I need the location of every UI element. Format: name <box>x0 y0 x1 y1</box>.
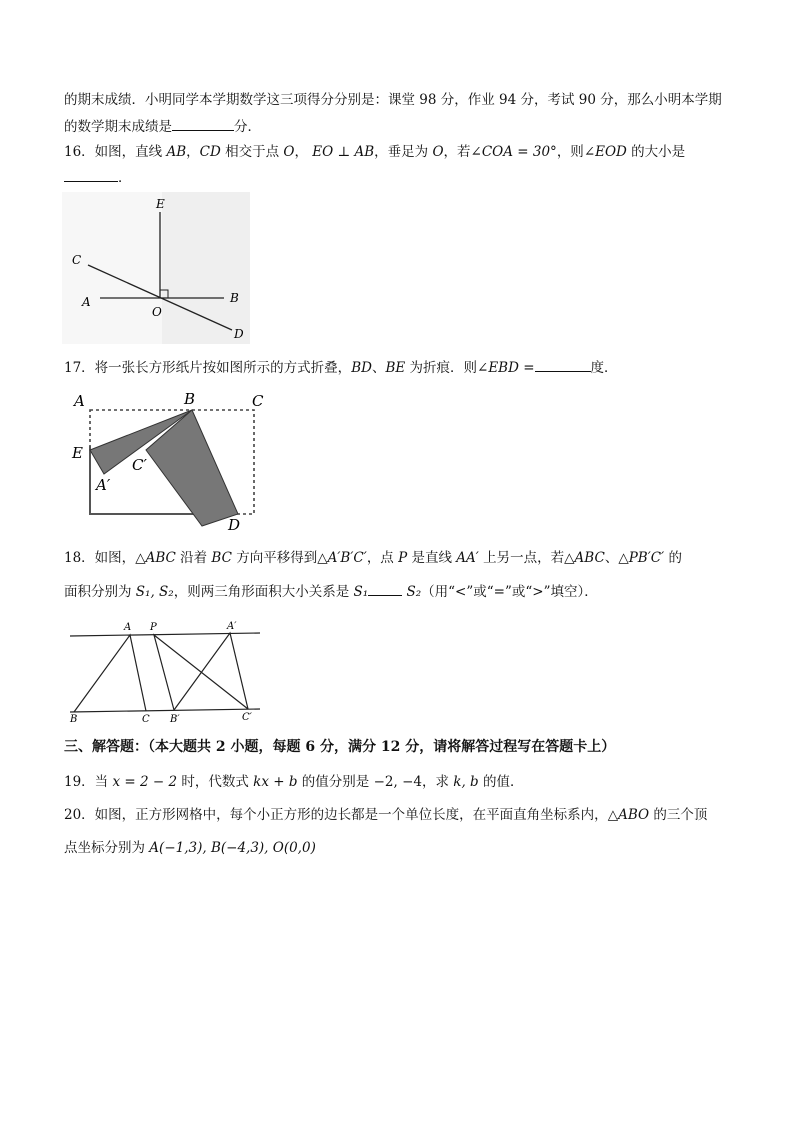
q18-line2 <box>64 582 598 601</box>
q18-point-p: P <box>398 550 408 566</box>
q17-bd: BD <box>351 360 372 376</box>
label-c-prime: C′ <box>132 456 147 474</box>
label-o: O <box>152 305 162 319</box>
q18-text-l2a: ，则两三角形面积大小关系是 <box>173 584 354 600</box>
q16-text-post: 的大小是 <box>626 144 686 160</box>
q16-cd: CD <box>199 144 221 160</box>
triangle-abc <box>74 635 146 712</box>
triangle-a-prime-b-prime-c-prime <box>174 633 248 710</box>
q15-line2-end: 分． <box>234 119 261 135</box>
q16-comma2: ， <box>294 144 308 160</box>
q19-expression: kx + b <box>253 774 298 790</box>
label-p: P <box>150 622 157 633</box>
q18-tri-abc-2: △ABC <box>564 550 605 566</box>
q18-text-f: 、 <box>604 550 619 566</box>
label-b-prime: B′ <box>170 714 180 725</box>
label-a: A <box>74 392 85 410</box>
q20-text: 20．如图，正方形网格中，每个小正方形的边长都是一个单位长度，在平面直角坐标系内， <box>64 807 608 823</box>
q18-answer-blank[interactable] <box>368 582 402 596</box>
q18-s2: S₂ <box>406 584 422 600</box>
q18-tri-pbc: △PB′C′ <box>618 550 665 566</box>
q20-line1 <box>64 806 707 824</box>
q17-line <box>64 358 618 377</box>
q18-s1: S₁ <box>353 584 369 600</box>
q19-text-mid: 时，代数式 <box>177 774 254 790</box>
q16-perp: EO ⊥ AB <box>312 144 375 160</box>
q19-text-mid2: 的值分别是 −2, −4，求 <box>297 774 454 790</box>
q16-text-mid1: 相交于点 <box>220 144 284 160</box>
label-e: E <box>156 197 165 211</box>
label-a: A <box>124 622 132 633</box>
q18-text-d: 是直线 <box>407 550 457 566</box>
q16-comma: ， <box>186 144 200 160</box>
q19-condition: x = 2 − 2 <box>112 774 178 790</box>
label-c: C <box>72 253 82 267</box>
q20-tri-abo: △ABO <box>607 807 650 823</box>
q18-tri-abc-prime: △A′B′C′ <box>317 550 367 566</box>
q17-text-post: 度． <box>590 360 618 376</box>
q15-line2 <box>64 117 261 136</box>
label-c-prime: C′ <box>242 712 252 723</box>
q20-coordinates: A(−1,3), B(−4,3), O(0,0) <box>149 840 316 856</box>
q17-answer-blank[interactable] <box>535 358 591 372</box>
q16-point-o: O <box>283 144 295 160</box>
q18-text-e: 上另一点，若 <box>478 550 565 566</box>
q16-angle-coa: ∠COA = 30° <box>470 144 557 160</box>
q17-figure <box>66 386 276 536</box>
q17-sep: 、 <box>371 360 386 376</box>
q18-areas: S₁, S₂ <box>135 584 174 600</box>
q16-text-mid4: ，则 <box>556 144 584 160</box>
label-a-prime: A′ <box>96 476 111 494</box>
label-c: C <box>252 392 264 410</box>
q15-answer-blank[interactable] <box>172 117 234 131</box>
q18-tri-abc: △ABC <box>135 550 176 566</box>
q16-figure <box>62 192 250 344</box>
q16-ab: AB <box>166 144 187 160</box>
q17-text-mid: 为折痕．则 <box>405 360 478 376</box>
q16-figure-shade <box>162 192 250 344</box>
label-d: D <box>234 327 244 341</box>
label-b: B <box>70 714 78 725</box>
q16-text: 16．如图，直线 <box>64 144 167 160</box>
q18-text-l2b: （用“<”或“=”或“>”填空）． <box>421 584 598 600</box>
q18-bc: BC <box>211 550 232 566</box>
q18-text-b: 方向平移得到 <box>231 550 318 566</box>
q20-text-post: 的三个顶 <box>649 807 708 823</box>
q15-line1: 的期末成绩．小明同学本学期数学这三项得分分别是：课堂 98 分，作业 94 分，考试 90 分，那么小明本学期 <box>64 92 722 108</box>
q16-line1 <box>64 143 685 161</box>
q18-line1 <box>64 549 682 567</box>
line-bc-prime <box>70 709 260 712</box>
label-a-prime: A′ <box>227 621 237 632</box>
label-b: B <box>230 291 239 305</box>
q16-end: ． <box>118 170 132 186</box>
label-c: C <box>142 714 150 725</box>
label-d: D <box>228 516 241 534</box>
triangle-pb-prime-c-prime <box>154 635 248 710</box>
q17-be: BE <box>385 360 406 376</box>
q19-vars: k, b <box>453 774 479 790</box>
label-a: A <box>82 295 91 309</box>
q19-text-post: 的值． <box>478 774 524 790</box>
q18-text-g: 的 <box>664 550 682 566</box>
q16-text-mid3: ，若 <box>443 144 471 160</box>
q18-text-a: 沿着 <box>175 550 212 566</box>
q18-text-l2: 面积分别为 <box>64 584 136 600</box>
q16-line2 <box>64 168 132 187</box>
label-b: B <box>184 390 196 408</box>
q18-text: 18．如图， <box>64 550 136 566</box>
q19-line <box>64 773 523 791</box>
q15-line2-text: 的数学期末成绩是 <box>64 119 172 135</box>
q18-figure <box>62 618 266 726</box>
q17-text: 17．将一张长方形纸片按如图所示的方式折叠， <box>64 360 352 376</box>
label-e: E <box>72 444 83 462</box>
q17-angle-ebd: ∠EBD = <box>477 360 535 376</box>
q20-text-l2: 点坐标分别为 <box>64 840 150 856</box>
q18-text-c: ，点 <box>366 550 399 566</box>
q16-angle-eod: ∠EOD <box>583 144 627 160</box>
q19-text: 19．当 <box>64 774 113 790</box>
q16-answer-blank[interactable] <box>64 168 118 182</box>
q20-line2 <box>64 839 316 857</box>
section-3-heading: 三、解答题：（本大题共 2 小题，每题 6 分，满分 12 分，请将解答过程写在答题卡上） <box>64 739 616 755</box>
q16-point-o2: O <box>432 144 444 160</box>
line-aa-prime <box>70 633 260 636</box>
q16-text-mid2: ，垂足为 <box>374 144 433 160</box>
q18-line-aa: AA′ <box>456 550 479 566</box>
